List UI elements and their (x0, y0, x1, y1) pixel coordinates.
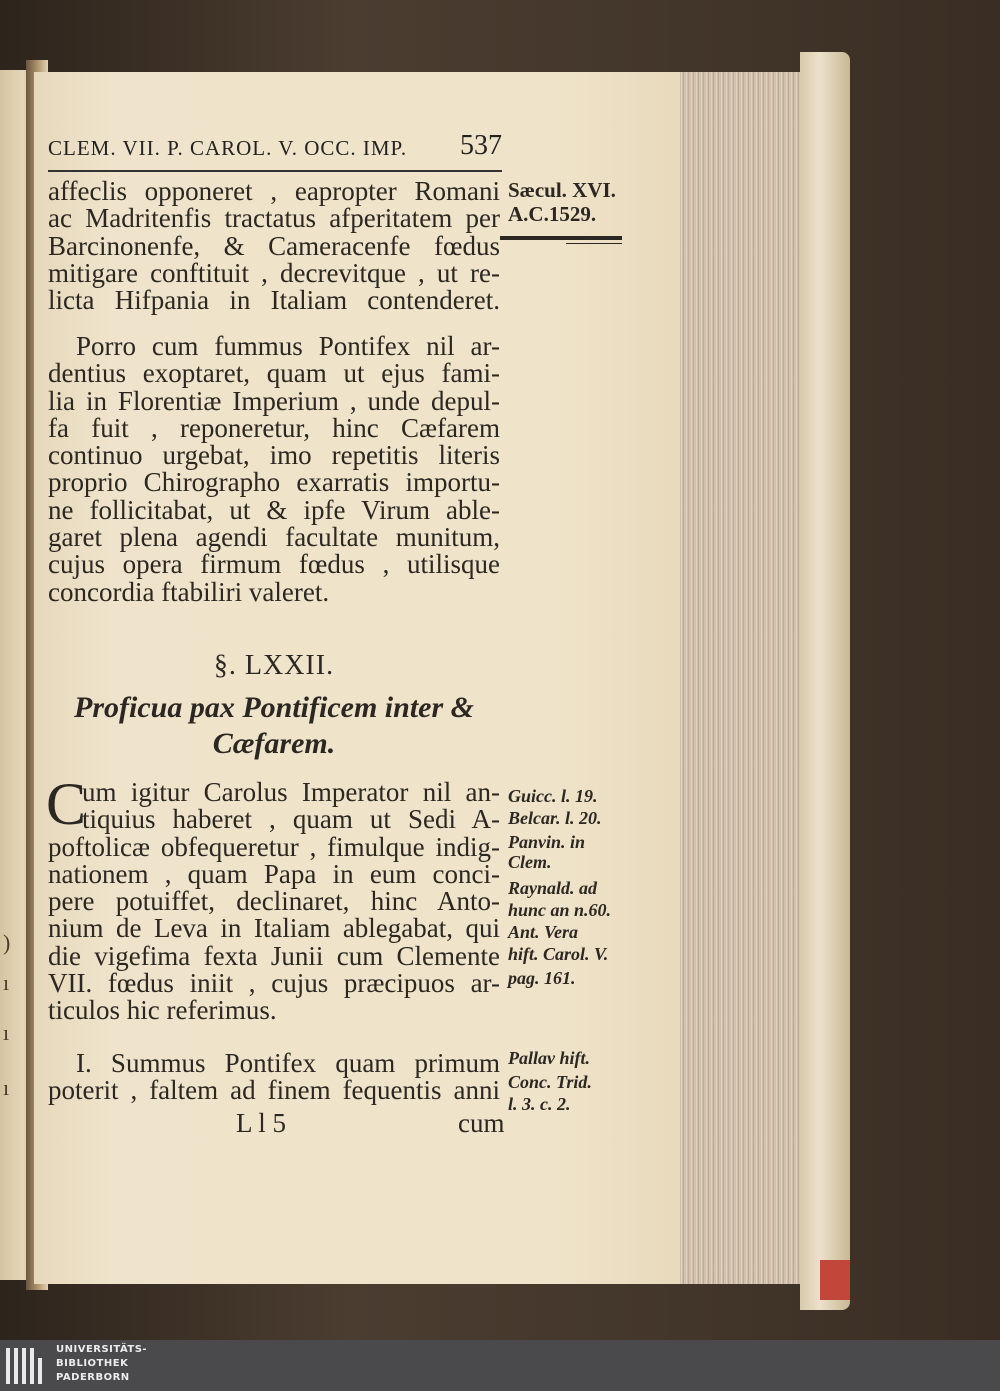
drop-cap: C (46, 771, 87, 837)
text-line: VII. fœdus iniit , cujus præcipuos ar- (48, 968, 500, 999)
margin-note: l. 3. c. 2. (508, 1094, 571, 1114)
margin-rule-thin (566, 243, 622, 244)
margin-note: hunc an n.60. (508, 900, 612, 920)
text-line: Porro cum fummus Pontifex nil ar- (76, 331, 500, 361)
text-line: concordia ftabiliri valeret. (48, 576, 330, 607)
text-line: Barcinonenfe, & Cameracenfe fœdus (48, 230, 500, 261)
text-line: poftolicæ obfequeretur , fimulque indig- (48, 831, 500, 862)
previous-page-edge: ) ı ı ı (0, 70, 34, 1280)
margin-note: Raynald. ad (508, 878, 598, 898)
library-name-line: BIBLIOTHEK (56, 1358, 129, 1369)
text-line: garet plena agendi facultate munitum, (48, 522, 500, 553)
text-line: licta Hifpania in Italiam contenderet. (48, 285, 500, 316)
text-line: nium de Leva in Italiam ablegabat, qui (48, 913, 500, 944)
margin-note: Belcar. l. 20. (508, 808, 602, 828)
text-line: dentius exoptaret, quam ut ejus fami- (48, 358, 500, 389)
century-year-note (508, 178, 616, 226)
page-number: 537 (460, 130, 502, 161)
section-number: §. LXXII. (213, 650, 335, 681)
paragraph-2 (48, 333, 500, 606)
text-line: um igitur Carolus Imperator nil an- (82, 777, 500, 807)
library-name-line: PADERBORN (56, 1372, 130, 1383)
running-title: CLEM. VII. P. CAROL. V. OCC. IMP. (48, 136, 408, 160)
library-name-line: UNIVERSITÄTS- (56, 1344, 148, 1355)
text-line: die vigefima fexta Junii cum Clemente (48, 940, 500, 971)
text-line: ac Madritenfis tractatus afperitatem per (48, 203, 500, 234)
catchword: cum (458, 1108, 505, 1138)
header-rule (48, 170, 502, 172)
text-line: affeclis opponeret , eapropter Romani (48, 176, 500, 206)
text-line: nationem , quam Papa in eum conci- (48, 858, 500, 889)
text-line: cujus opera firmum fœdus , utilisque (48, 549, 500, 580)
section-subtitle-line-2: Cæfarem. (212, 727, 336, 760)
paragraph-1 (48, 178, 500, 314)
book-cover-edge (800, 52, 850, 1310)
text-line: proprio Chirographo exarratis importu- (48, 467, 500, 498)
library-footer-bar (0, 1340, 1000, 1391)
margin-note: Panvin. in (508, 832, 586, 852)
year-label: A.C.1529. (508, 202, 597, 226)
text-line: mitigare conftituit , decrevitque , ut re- (48, 257, 500, 288)
century-label: Sæcul. XVI. (508, 178, 616, 202)
paragraph-4 (48, 1050, 500, 1105)
text-line: ne follicitabat, ut & ipfe Virum able- (48, 494, 500, 525)
text-line: tiquius haberet , quam ut Sedi A- (82, 804, 500, 835)
paragraph-3 (48, 779, 500, 1025)
margin-note: Guicc. l. 19. (508, 786, 598, 806)
running-head (48, 130, 502, 170)
margin-note: Pallav hift. (508, 1048, 590, 1068)
text-line: ticulos hic referimus. (48, 995, 277, 1026)
section-subtitle-line-1: Proficua pax Pontificem inter & (74, 691, 474, 724)
text-line: poterit , faltem ad finem fequentis anni (48, 1075, 500, 1106)
margin-rule-thick (500, 236, 622, 240)
margin-note: pag. 161. (508, 968, 576, 988)
text-line: pere potuiffet, declinaret, hinc Anto- (48, 886, 500, 917)
text-line: continuo urgebat, imo repetitis literis (48, 440, 500, 471)
margin-note: hift. Carol. V. (508, 944, 609, 964)
text-line: lia in Florentiæ Imperium , unde depul- (48, 385, 500, 416)
library-name (56, 1343, 147, 1385)
margin-note: Ant. Vera (508, 922, 579, 942)
page-block-edges (680, 72, 808, 1284)
text-line: fa fuit , reponeretur, hinc Cæfarem (48, 412, 500, 443)
cover-red-edge (820, 1260, 850, 1300)
signature-mark: L l 5 (236, 1108, 286, 1138)
text-line: I. Summus Pontifex quam primum (76, 1048, 500, 1078)
margin-note: Clem. (508, 852, 552, 872)
library-logo-icon (6, 1348, 50, 1384)
margin-note: Conc. Trid. (508, 1072, 592, 1092)
